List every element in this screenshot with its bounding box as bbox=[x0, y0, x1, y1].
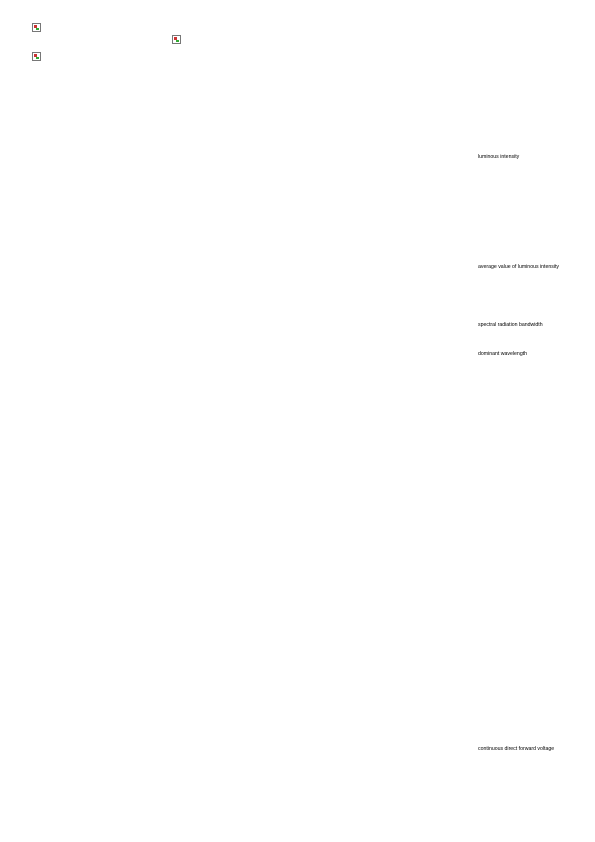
english-term: average value of luminous intensity bbox=[478, 264, 560, 270]
english-term: continuous direct forward voltage bbox=[478, 746, 555, 752]
english-term: dominant wavelength bbox=[478, 351, 528, 357]
terms-column bbox=[32, 16, 468, 63]
formula-image-row bbox=[32, 50, 468, 60]
broken-image-icon bbox=[32, 52, 41, 61]
broken-image-icon bbox=[32, 23, 41, 32]
formula-image-row bbox=[32, 19, 468, 33]
formula-image-row bbox=[32, 33, 468, 47]
english-term: luminous intensity bbox=[478, 154, 520, 160]
broken-image-icon bbox=[172, 35, 181, 44]
english-term: spectral radiation bandwidth bbox=[478, 322, 543, 328]
